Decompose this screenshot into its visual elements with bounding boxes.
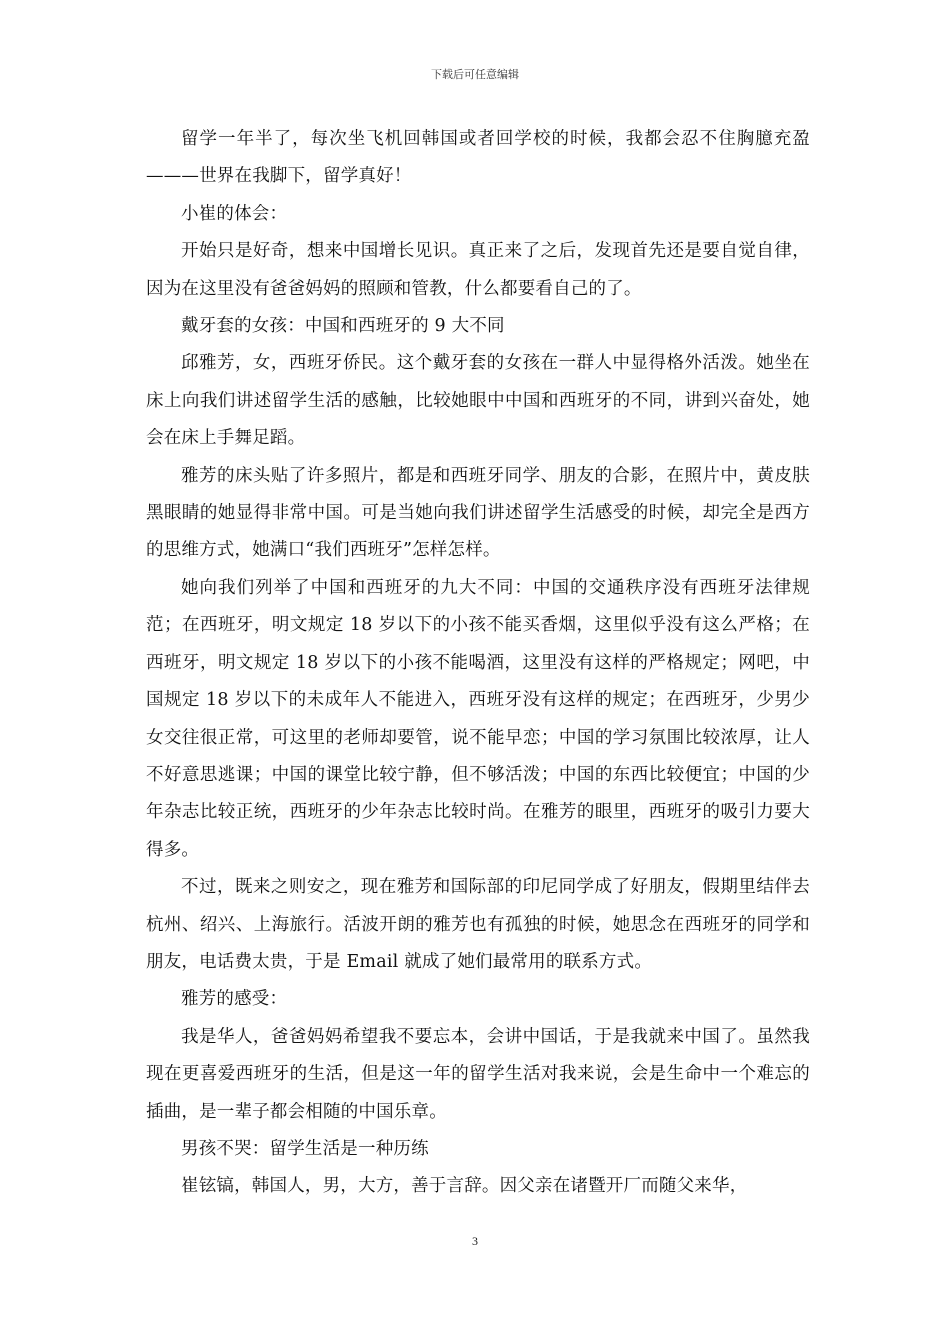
paragraph: 不过，既来之则安之，现在雅芳和国际部的印尼同学成了好朋友，假期里结伴去杭州、绍兴、上海旅行。活波开朗的雅芳也有孤独的时候，她思念在西班牙的同学和朋友，电话费太贵，于是 Email 就成了她们最常用的联系方式。 <box>146 877 810 972</box>
page-header: 下载后可任意编辑 <box>431 68 519 81</box>
page-number: 3 <box>472 1234 478 1248</box>
paragraph: 小崔的体会： <box>181 203 288 224</box>
paragraph: 崔铉镐，韩国人，男，大方，善于言辞。因父亲在诸暨开厂而随父来华， <box>181 1176 748 1197</box>
paragraph: 她向我们列举了中国和西班牙的九大不同：中国的交通秩序没有西班牙法律规范；在西班牙，明文规定 18 岁以下的小孩不能买香烟，这里似乎没有这么严格；在西班牙，明文规定 18 岁以下的小孩不能喝酒，这里没有这样的严格规定；网吧，中国规定 18 岁以下的未成年人不能进入，西班牙没有这样的规定；在西班牙，少男少女交往很正常，可这里的老师却要管，说不能早恋；中国的学习氛围比较浓厚，让人不好意思逃课；中国的课堂比较宁静，但不够活泼；中国的东西比较便宜；中国的少年杂志比较正统，西班牙的少年杂志比较时尚。在雅芳的眼里，西班牙的吸引力要大得多。 <box>146 577 810 860</box>
paragraph: 我是华人，爸爸妈妈希望我不要忘本，会讲中国话，于是我就来中国了。虽然我现在更喜爱西班牙的生活，但是这一年的留学生活对我来说，会是生命中一个难忘的插曲，是一辈子都会相随的中国乐章。 <box>146 1026 810 1122</box>
section-heading: 男孩不哭：留学生活是一种历练 <box>181 1138 429 1159</box>
paragraph: 邱雅芳，女，西班牙侨民。这个戴牙套的女孩在一群人中显得格外活泼。她坐在床上向我们讲述留学生活的感触，比较她眼中中国和西班牙的不同，讲到兴奋处，她会在床上手舞足蹈。 <box>146 353 810 449</box>
document-body <box>146 121 810 1206</box>
paragraph: 雅芳的感受： <box>181 989 288 1010</box>
section-heading: 戴牙套的女孩：中国和西班牙的 9 大不同 <box>181 316 505 337</box>
paragraph: 留学一年半了，每次坐飞机回韩国或者回学校的时候，我都会忍不住胸臆充盈———世界在我脚下，留学真好！ <box>146 129 810 187</box>
paragraph: 开始只是好奇，想来中国增长见识。真正来了之后，发现首先还是要自觉自律，因为在这里没有爸爸妈妈的照顾和管教，什么都要看自己的了。 <box>146 241 810 299</box>
paragraph: 雅芳的床头贴了许多照片，都是和西班牙同学、朋友的合影，在照片中，黄皮肤黑眼睛的她显得非常中国。可是当她向我们讲述留学生活感受的时候，却完全是西方的思维方式，她满口“我们西班牙”怎样怎样。 <box>146 465 810 561</box>
